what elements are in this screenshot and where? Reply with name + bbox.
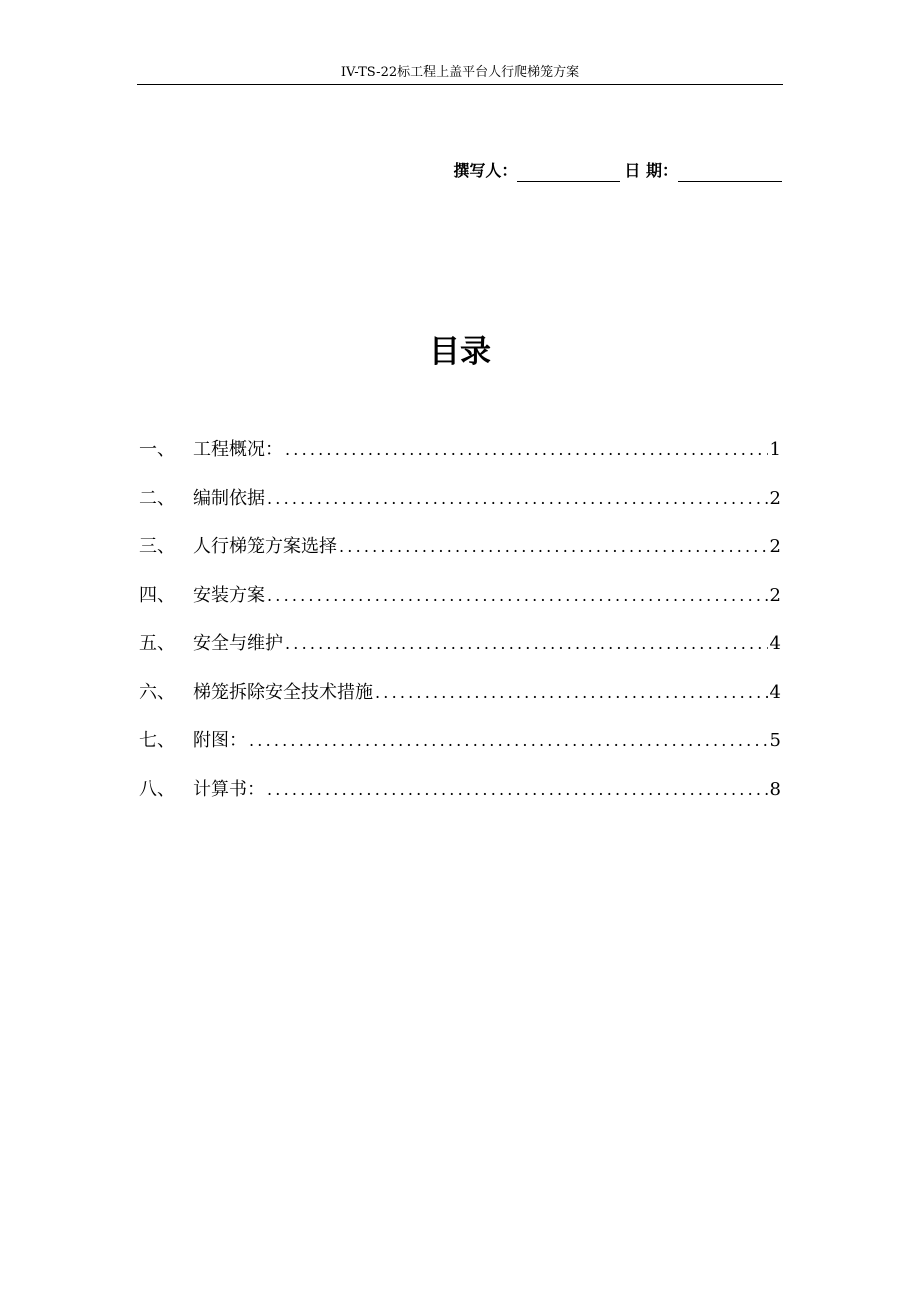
- toc-item[interactable]: [139, 775, 781, 824]
- toc-item-text: 梯笼拆除安全技术措施: [193, 681, 373, 703]
- toc-item-number: 四、: [139, 584, 175, 606]
- toc-dot-leader: [267, 775, 768, 805]
- toc-item-page: 8: [769, 778, 781, 800]
- toc-item-number: 三、: [139, 536, 175, 557]
- toc-item[interactable]: [139, 581, 781, 630]
- date-label: 日 期：: [624, 161, 678, 180]
- toc-item-page: 2: [769, 584, 781, 606]
- toc-item-page: 4: [769, 681, 781, 703]
- toc-item[interactable]: [139, 484, 781, 533]
- toc-dot-leader: [267, 484, 768, 514]
- toc-dot-leader: [249, 726, 768, 756]
- toc-dot-leader: [339, 532, 768, 562]
- toc-item[interactable]: [139, 678, 781, 727]
- toc-item-number: 五、: [139, 633, 175, 654]
- toc-item-text: 安装方案: [193, 584, 265, 606]
- toc-item[interactable]: [139, 629, 781, 678]
- toc-item-number: 一、: [139, 439, 175, 460]
- toc-dot-leader: [285, 435, 768, 465]
- toc-list: [139, 435, 781, 823]
- toc-item[interactable]: [139, 532, 781, 581]
- signature-row: [453, 160, 782, 182]
- toc-item-number: 七、: [139, 730, 175, 751]
- toc-item-number: 二、: [139, 487, 175, 509]
- toc-item-text: 附图：: [193, 730, 247, 751]
- author-blank-line: [517, 161, 620, 182]
- toc-item-text: 计算书：: [193, 778, 265, 800]
- toc-dot-leader: [267, 581, 768, 611]
- page-header-title: IV-TS-22标工程上盖平台人行爬梯笼方案: [340, 65, 580, 80]
- toc-dot-leader: [375, 678, 768, 708]
- toc-item-number: 六、: [139, 681, 175, 703]
- toc-item[interactable]: [139, 726, 781, 775]
- header-rule: [137, 84, 783, 85]
- toc-dot-leader: [285, 629, 768, 659]
- toc-item-page: 4: [769, 633, 781, 654]
- toc-item-text: 编制依据: [193, 487, 265, 509]
- toc-item-number: 八、: [139, 778, 175, 800]
- toc-title: 目录: [429, 334, 491, 370]
- author-label: 撰写人：: [453, 161, 518, 180]
- toc-item-page: 5: [769, 730, 781, 751]
- toc-item-page: 1: [769, 439, 781, 460]
- date-blank-line: [678, 161, 782, 182]
- toc-item-page: 2: [769, 536, 781, 557]
- toc-item-text: 安全与维护: [193, 633, 283, 654]
- toc-item[interactable]: [139, 435, 781, 484]
- toc-item-text: 工程概况：: [193, 439, 283, 460]
- toc-item-page: 2: [769, 487, 781, 509]
- toc-item-text: 人行梯笼方案选择: [193, 536, 337, 557]
